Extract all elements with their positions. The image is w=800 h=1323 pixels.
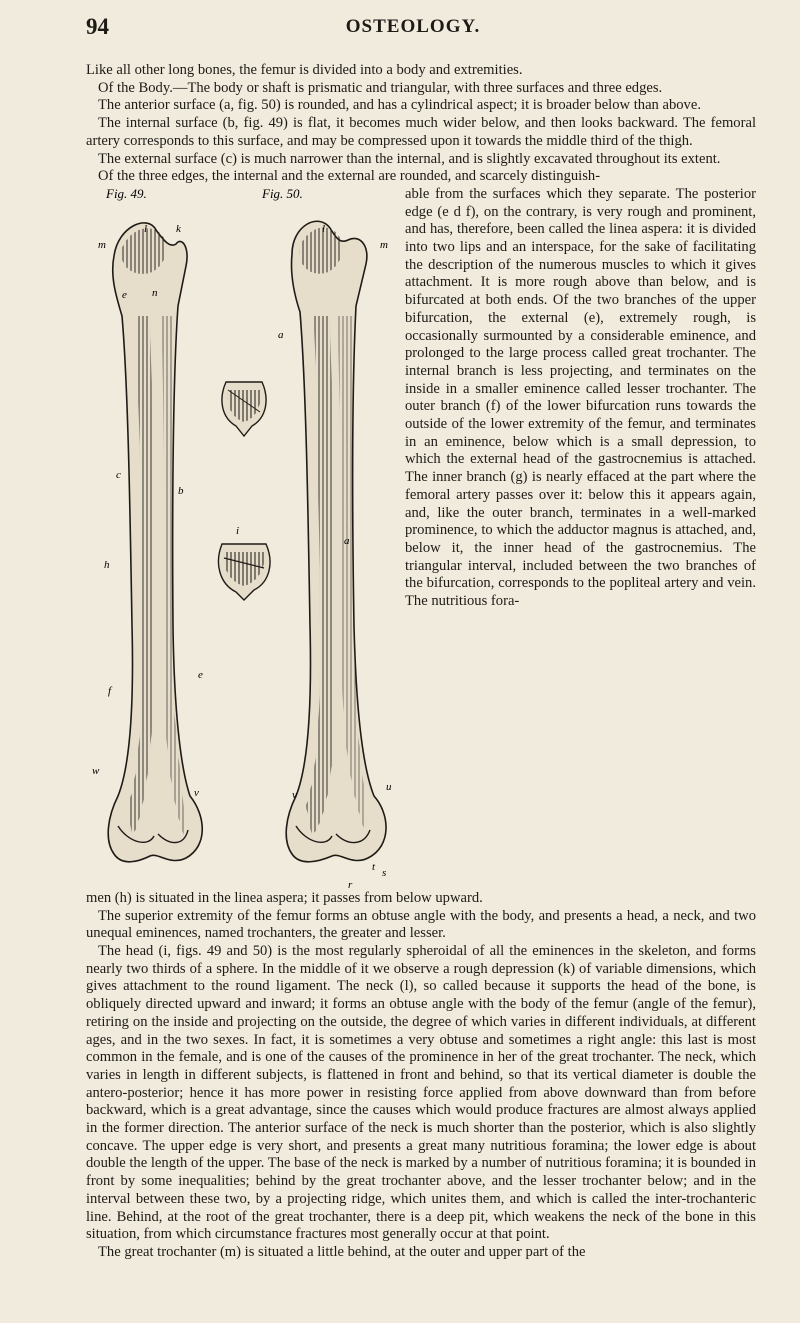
fig49-letter-e: e [122,288,127,301]
fig50-letter-s: s [382,866,387,879]
fig50-letter-e: e [198,668,203,681]
fig50-letter-u: u [386,780,392,793]
fig50-letter-v: v [292,788,297,801]
superior-extremity-para: The superior extremity of the femur forms an obtuse angle with the body, and presents a head, a neck, and two unequal eminences, named trochanters, the greater and lesser. [86,907,756,942]
fig50-letter-t: t [372,860,376,873]
fig50-label: Fig. 50. [262,185,303,201]
fig49-femur [92,223,233,862]
fig49-label: Fig. 49. [106,185,147,201]
fig50-letter-i: i [236,524,240,537]
fig49-letter-f: f [108,684,112,697]
head-section-lower [218,544,270,600]
head-neck-para: The head (i, figs. 49 and 50) is the most regularly spheroidal of all the eminences in the skeleton, and forms nearly two thirds of a sphere. In the middle of it we observe a rough depression (k) of variable dimensions, which gives attachment to the round ligament. The neck (l), so called because it supports the head of the bone, is obliquely directed upward and inward; it forms an obtuse angle with the body of the femur (angle of the femur), retiring on the inside and projecting on the outside, the degree of which varies in different individuals, at different ages, and in the two sexes. In fact, it is sometimes a very obtuse and sometimes a right angle: this last is most common in the female, and is one of the causes of the prominence in her of the great trochanter. The neck, which varies in length in different subjects, is flattened in front and behind, so that its vertical diameter is double the antero-posterior; hence it has more power in resisting force applied from above downward than from before backward, which is a great advantage, since the causes which would produce fractures are almost always applied in the former direction. The anterior surface of the neck is much shorter than the posterior, which is also slightly concave. The upper edge is very short, and presents a great many nutritious foramina; the lower edge is about double the length of the upper. The base of the neck is marked by a number of nutritious foramina; it is bounded in front by some inequalities; behind by the great trochanter above, and the lesser trochanter below; and in the interval between these two, by a projecting ridge, which unites them, and which is called the inter-trochanteric line. Behind, at the root of the great trochanter, there is a deep pit, which weakens the neck of the bone in this situation, from which circumstance fractures most generally occur at that point. [86,943,756,1243]
fig50-letter-l: l [322,222,326,235]
fig49-letter-m: m [98,238,106,251]
page-number: 94 [86,14,109,39]
fig49-letter-l: l [144,222,148,235]
edges-para-start: Of the three edges, the internal and the external are rounded, and scarcely distinguish- [98,168,601,185]
femur-figures [78,186,400,890]
section-body-heading: Of the Body.—The body or shaft is prismatic and triangular, with three surfaces and three edges. [98,79,663,96]
fig50-letter-a2: a [344,534,350,547]
fig50-letter-r: r [348,878,353,890]
fig49-letter-k: k [176,222,181,235]
great-trochanter-para: The great trochanter (m) is situated a little behind, at the outer and upper part of the [98,1243,586,1260]
fig49-letter-b: b [178,484,184,497]
fig49-letter-c: c [116,468,121,481]
fig49-letter-n: n [152,286,158,299]
foramen-line: men (h) is situated in the linea aspera; it passes from below upward. [86,889,483,906]
running-head [86,14,740,44]
femur-illustration [78,186,400,890]
figure-row [86,186,756,890]
fig49-letter-w: w [92,764,100,777]
side-column-text [405,186,756,611]
linea-aspera-para: able from the surfaces which they separate. The posterior edge (e d f), on the contrary, is very rough and prominent, and has, therefore, been called the linea aspera: it is divided into two lips and an interspace, for the sake of facilitating the description of the numerous muscles to which it gives attachment. It is more rough above than below, and is bifurcated at both ends. Of the two branches of the upper bifurcation, the external (e), extremely rough, is occasionally surmounted by a considerable eminence, and prolonged to the large process called great trochanter. The internal branch is less projecting, and terminates on the inside in a smaller eminence called lesser trochanter. The outer branch (f) of the lower bifurcation runs towards the outside of the lower extremity of the femur, and terminates in an eminence, below which is a small depression, to which the external head of the gastrocnemius is attached. The inner branch (g) is nearly effaced at the part where the femoral artery passes over it: below this it appears again, and, like the outer branch, terminates in a well-marked prominence, to which the adductor magnus is attached, and, below it, the inner head of the gastrocnemius. The triangular interval, included between the two branches of the bifurcation, corresponds to the popliteal artery and vein. The nutritious fora- [405,185,756,610]
external-surface-para: The external surface (c) is much narrower than the internal, and is slightly excavated throughout its extent. [98,150,721,167]
anterior-surface-para: The anterior surface (a, fig. 50) is rounded, and has a cylindrical aspect; it is broader below than above. [98,97,701,114]
fig49-letter-h: h [104,558,110,571]
fig50-letter-a: a [278,328,284,341]
body-text [86,62,756,1262]
internal-surface-para: The internal surface (b, fig. 49) is flat, it becomes much wider below, and then looks backward. The femoral artery corresponds to this surface, and may be compressed upon it towards the middle third of the thigh. [86,115,756,149]
head-section-upper [222,382,266,436]
running-title: OSTEOLOGY. [345,16,481,37]
fig50-letter-m: m [380,238,388,251]
intro-line: Like all other long bones, the femur is divided into a body and extremities. [86,62,523,78]
fig49-letter-v: v [194,786,199,799]
